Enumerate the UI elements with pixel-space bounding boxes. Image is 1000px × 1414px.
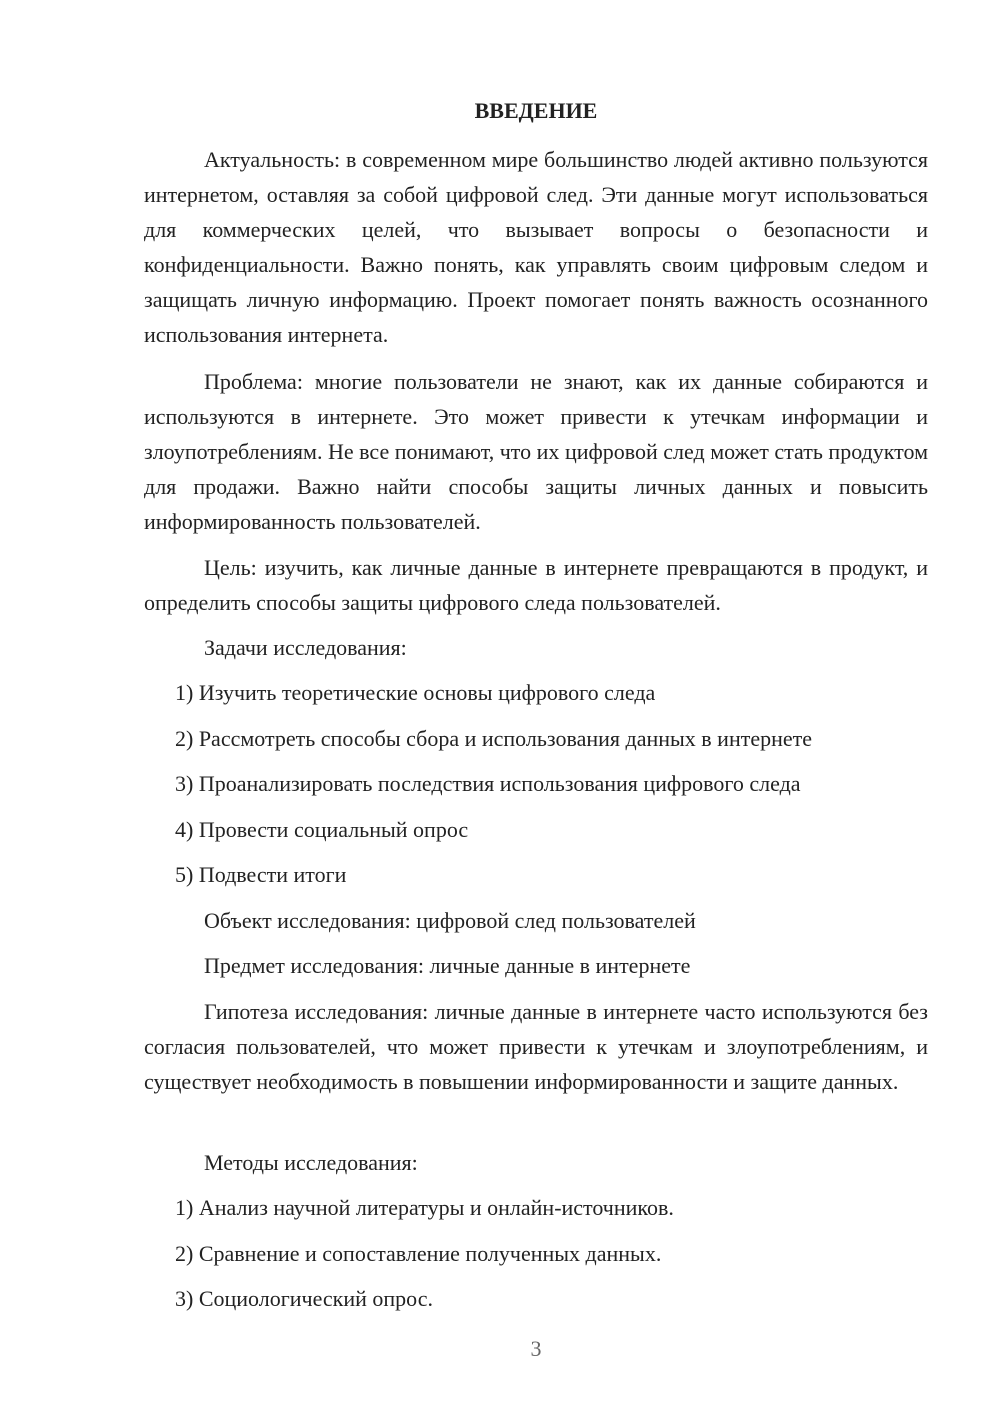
goal-paragraph: Цель: изучить, как личные данные в интернете превращаются в продукт, и определить способы защиты цифрового следа пользователей.	[144, 555, 928, 615]
task-item: 3) Проанализировать последствия использования цифрового следа	[175, 771, 801, 796]
task-item: 4) Провести социальный опрос	[175, 817, 469, 842]
tasks-heading: Задачи исследования:	[204, 635, 407, 660]
relevance-paragraph: Актуальность: в современном мире большинство людей активно пользуются интернетом, оставляя за собой цифровой след. Эти данные могут использоваться для коммерческих целей, что вызывает вопросы о безопасности и конфиденциальности. Важно понять, как управлять своим цифровым следом и защищать личную информацию. Проект помогает понять важность осознанного использования интернета.	[144, 147, 928, 347]
problem-paragraph: Проблема: многие пользователи не знают, как их данные собираются и используются в интернете. Это может привести к утечкам информации и злоупотреблениям. Не все понимают, что их цифровой след может стать продуктом для продажи. Важно найти способы защиты личных данных и повысить информированность пользователей.	[144, 369, 928, 534]
task-item: 1) Изучить теоретические основы цифрового следа	[175, 680, 656, 705]
method-item: 2) Сравнение и сопоставление полученных данных.	[175, 1241, 662, 1266]
hypothesis-paragraph: Гипотеза исследования: личные данные в интернете часто используются без согласия пользователей, что может привести к утечкам и злоупотреблениям, и существует необходимость в повышении информированности и защите данных.	[144, 999, 928, 1094]
methods-heading: Методы исследования:	[204, 1150, 418, 1175]
research-object: Объект исследования: цифровой след пользователей	[204, 908, 696, 933]
page-title: ВВЕДЕНИЕ	[474, 98, 598, 123]
page-number: 3	[530, 1336, 542, 1361]
task-item: 2) Рассмотреть способы сбора и использования данных в интернете	[175, 726, 813, 751]
method-item: 1) Анализ научной литературы и онлайн-источников.	[175, 1195, 674, 1220]
method-item: 3) Социологический опрос.	[175, 1286, 433, 1311]
research-subject: Предмет исследования: личные данные в интернете	[204, 953, 691, 978]
task-item: 5) Подвести итоги	[175, 862, 347, 887]
